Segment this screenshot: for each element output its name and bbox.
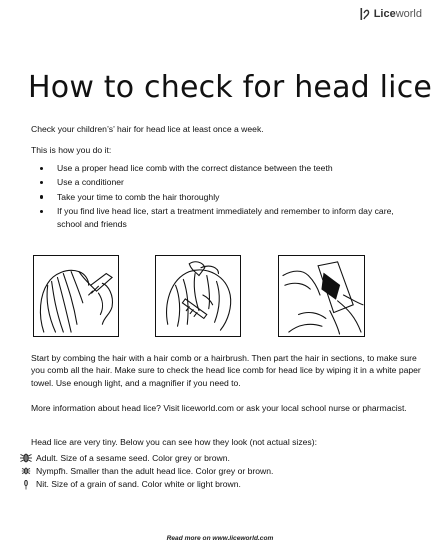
adult-louse-icon	[19, 452, 33, 464]
footer-link-text: Read more on www.liceworld.com	[166, 535, 274, 542]
more-info-text: More information about head lice? Visit liceworld.com or ask your local school nurse or pharmacist.	[31, 403, 407, 413]
logo-text: Liceworld	[373, 8, 422, 20]
nymph-louse-icon	[19, 465, 33, 477]
list-item: Use a proper head lice comb with the correct distance between the teeth	[31, 162, 416, 174]
howto-label: This is how you do it:	[31, 145, 112, 155]
list-item: If you find live head lice, start a treatment immediately and remember to inform day care, school and friends	[31, 205, 416, 230]
list-item	[19, 465, 419, 477]
list-item: Take your time to comb the hair thoroughly	[31, 191, 416, 203]
nit-icon	[19, 478, 33, 490]
sizes-intro: Head lice are very tiny. Below you can see how they look (not actual sizes):	[31, 437, 317, 447]
intro-text: Check your children’s’ hair for head lice at least once a week.	[31, 124, 264, 134]
wiping-comb-illustration	[278, 255, 365, 337]
adult-size-text: Adult. Size of a sesame seed. Color grey or brown.	[36, 453, 230, 463]
steps-list	[31, 162, 416, 232]
liceworld-logo-icon	[360, 7, 370, 21]
nit-size-text: Nit. Size of a grain of sand. Color white or light brown.	[36, 478, 241, 489]
list-item	[19, 452, 419, 464]
nymph-size-text: Nympfh. Smaller than the adult head lice. Color grey or brown.	[36, 465, 274, 476]
liceworld-logo	[360, 7, 422, 21]
combing-hair-illustration	[33, 255, 119, 337]
page-title: How to check for head lice	[28, 70, 433, 105]
lice-sizes-list	[19, 452, 419, 491]
parting-hair-illustration	[155, 255, 241, 337]
list-item: Use a conditioner	[31, 176, 416, 188]
combing-paragraph: Start by combing the hair with a hair comb or a hairbrush. Then part the hair in sections, to make sure you comb all the hair. Make sure to check the head lice comb for head lice by wiping it in a white paper towel. Use enough light, and a magnifier if you need to.	[31, 353, 421, 388]
list-item	[19, 478, 419, 490]
